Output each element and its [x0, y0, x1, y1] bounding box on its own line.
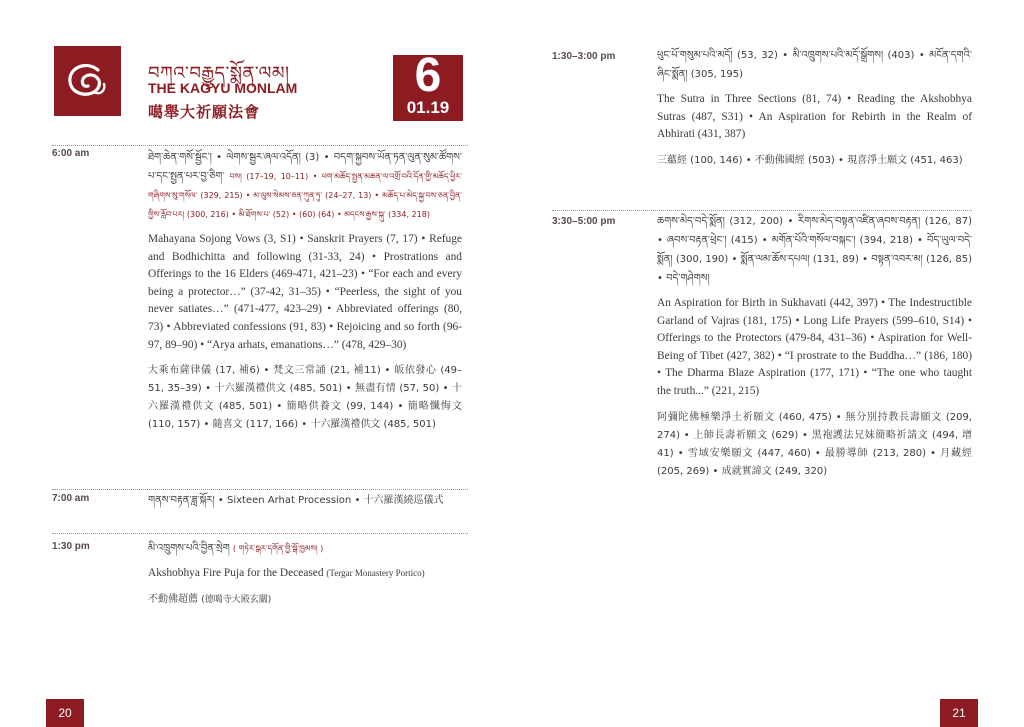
chinese-note: (德噶寺大殿玄關)	[201, 594, 272, 605]
schedule-entry	[657, 212, 972, 481]
tibetan-text	[148, 539, 464, 558]
schedule-entry	[148, 148, 462, 434]
tibetan-text: ཆགས་མེད་བདེ་སྨོན། (312, 200) • རིགས་མེད་བསྟན་འཛིན་ཞབས་བརྟན། (126, 87) • ཞབས་བརྟན་ཕྲེང་། (415) • མགོན་པོའི་གསོལ་བསྐང་། (394, 218) • བོད་ཡུལ་བདེ་སྨོན། (300, 190) • སྨོན་ལམ་ཆོས་དཔལ། (131, 89) • བསྟན་འབར་མ། (126, 85) • བདེ་གཤེགས།	[657, 216, 972, 284]
time-label: 7:00 am	[52, 493, 90, 504]
time-label: 6:00 am	[52, 148, 90, 159]
time-label: 3:30–5:00 pm	[552, 216, 616, 227]
english-main-text: Akshobhya Fire Puja for the Deceased	[148, 567, 324, 579]
chinese-text: 大乘布薩律儀 (17, 補6) • 梵文三常誦 (21, 補11) • 皈依發心 (49–51, 35–39) • 十六羅漢禮供文 (485, 501) • 無盡有情 (57, 50) • 十六羅漢禮供文 (485, 501) • 簡略供養文 (99, 144) • 簡略懺悔文 (110, 157) • 隨喜文 (117, 166) • 十六羅漢禮供文 (485, 501)	[148, 365, 462, 431]
chinese-text: 三蘊經 (100, 146) • 不動佛國經 (503) • 現喜淨土願文 (451, 463)	[657, 154, 963, 166]
divider	[52, 533, 468, 534]
tibetan-small-text: ( གཏེར་སྒར་དགོན་གྱི་སྒོ་ཁྱམས། )	[232, 544, 324, 553]
date-day-number: 6	[414, 49, 442, 102]
chinese-text: 阿彌陀佛極樂淨土祈願文 (460, 475) • 無分別持教長壽願文 (209, 274) • 上師長壽祈願文 (629) • 黑袍護法兄妹簡略祈請文 (494, 增41) • 雪域安樂願文 (447, 460) • 最勝導師 (213, 280) • 月藏經 (205, 269) • 成就實諦文 (249, 320)	[657, 411, 972, 477]
page-number: 21	[940, 699, 978, 727]
divider	[52, 145, 468, 146]
tibetan-small-text: བས། (17–19, 10–11) • ཕག་མཆོད་སྤྱན་མཆན་ལ་འགྲོ་བའི་དོན་གྱི་མཆོད་ཕྱིར་གཞིགས་སུ་གསོལ་ (329, 215) • མ་ལུས་སེམས་ཅན་ཀུན་ཏུ་ (24–27, 13) • མཆོད་པ་མེད་སྐྱ་བས་ཅན་བྱིན་གྱིས་རློབ་པར། (300, 216) • མི་ཐོགས་པ་ (52) • (60) (64) • མདངས་རྒྱས་སྐུ་ (334, 218)	[148, 172, 462, 219]
header-title-chinese: 噶舉大祈願法會	[148, 103, 261, 121]
tibetan-text: ཕུང་པོ་གསུམ་པའི་མདོ། (53, 32) • མི་འཁྲུགས་པའི་མདོ་སྒྲོགས། (403) • མངོན་དགའི་ཞིང་སྨོན། (305, 195)	[657, 50, 972, 80]
schedule-entry	[148, 491, 468, 517]
english-text: Mahayana Sojong Vows (3, S1) • Sanskrit Prayers (7, 17) • Refuge and Bodhichitta and following (31-33, 24) • Prostrations and Offerings to the 16 Elders (469-471, 421–23) • “For each and every being a protector…” (37-42, 31–35) • “Peerless, the sight of you never satiates…” (471-477, 423–29) • Abbreviated offerings (80, 73) • Abbreviated confessions (91, 83) • Rejoicing and so forth (96-97, 89–90) • “Arya arhats, emanations…” (478, 429–30)	[148, 233, 462, 351]
header-title-english: THE KAGYU MONLAM	[148, 80, 298, 96]
procession-text: གནས་བརྟན་ཟླ་སྐོར། • Sixteen Arhat Procession • 十六羅漢繞巡儀式	[148, 495, 444, 506]
date-month-day: 01.19	[406, 98, 450, 117]
time-label: 1:30 pm	[52, 541, 90, 552]
header-title-tibetan: བཀའ་བརྒྱུད་སྨོན་ལམ།	[148, 63, 290, 84]
page-number: 20	[46, 699, 84, 727]
english-text: The Sutra in Three Sections (81, 74) • Reading the Akshobhya Sutras (487, S31) • An Aspiration for Rebirth in the Realm of Abhirati (431, 387)	[657, 93, 972, 141]
chinese-text	[148, 591, 464, 609]
right-page	[512, 0, 1024, 727]
schedule-entry	[148, 539, 464, 609]
divider	[552, 210, 972, 211]
tibetan-main-text: ཐེག་ཆེན་གསོ་སྦྱོང་། • ལེགས་སྦྱར་ཞལ་འདོན། (3) • བདག་སྐྱབས་ཡོན་ཏན་ལུན་སུམ་ཚོགས་པ་དང་སྤྱན་པར་བྱ་ཅིག་	[148, 152, 462, 182]
time-label: 1:30–3:00 pm	[552, 51, 616, 62]
english-text: An Aspiration for Birth in Sukhavati (442, 397) • The Indestructible Garland of Vajras (181, 175) • Long Life Prayers (599–610, S14) • Offerings to the Protectors (479-84, 431–36) • Aspiration for Well-Being of Tibet (427, 382) • “I prostrate to the Buddha…” (186, 180) • The Dharma Blaze Aspiration (177, 171) • “The one who taught the truth...” (221, 215)	[657, 297, 972, 397]
chinese-main-text: 不動佛超薦	[148, 593, 198, 605]
tibetan-main-text: མི་འཁྲུགས་པའི་བྱིན་སྲེག	[148, 543, 230, 554]
date-badge	[393, 49, 463, 121]
kagyu-monlam-logo-icon	[54, 46, 121, 116]
schedule-entry	[657, 46, 972, 170]
tibetan-text	[148, 148, 462, 224]
english-text	[148, 565, 464, 583]
english-note: (Tergar Monastery Portico)	[326, 568, 425, 578]
divider	[52, 489, 468, 490]
